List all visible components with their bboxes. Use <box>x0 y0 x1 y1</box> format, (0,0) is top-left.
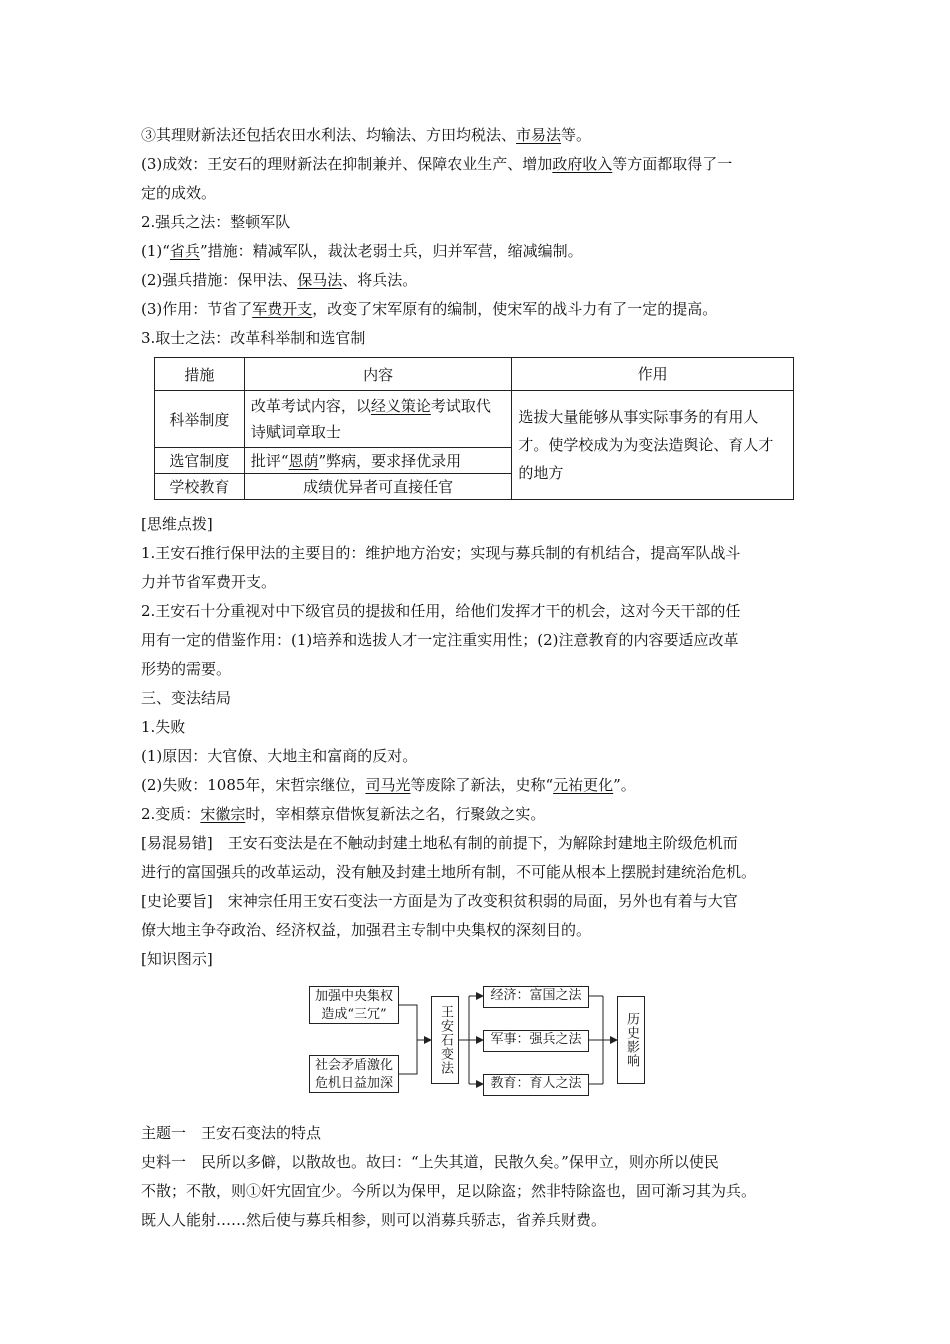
reform-table <box>154 357 794 500</box>
diagram-connectors <box>141 980 821 1105</box>
underlined-term: 政府收入 <box>552 155 613 173</box>
result-box: 历史影响 <box>617 996 645 1084</box>
content-cell: 改革考试内容，以经义策论考试取代诗赋词章取士 <box>244 391 512 448</box>
underlined-term: 市易法 <box>516 126 562 144</box>
underlined-term: 元祐更化 <box>553 776 614 794</box>
text-line: 不散；不散，则①奸宄固宜少。今所以为保甲，足以除盗；然非特除盗也，固可渐习其为兵。 <box>141 1182 757 1200</box>
text-line: 进行的富国强兵的改革运动，没有触及封建土地所有制，不可能从根本上摆脱封建统治危机。 <box>141 863 757 881</box>
table-row <box>155 391 794 448</box>
text-line: 2.强兵之法：整顿军队 <box>141 213 291 231</box>
text-line: [易混易错] 王安石变法是在不触动封建土地私有制的前提下，为解除封建地主阶级危机而 <box>141 834 738 852</box>
text-line: ③其理财新法还包括农田水利法、均输法、方田均税法、市易法等。 <box>141 126 592 144</box>
text-line: [史论要旨] 宋神宗任用王安石变法一方面是为了改变积贫积弱的局面，另外也有着与大官 <box>141 892 738 910</box>
underlined-term: 省兵 <box>169 242 200 260</box>
branch-box: 教育：育人之法 <box>483 1074 589 1096</box>
text-line: 三、变法结局 <box>141 689 232 707</box>
branch-box: 军事：强兵之法 <box>483 1030 589 1052</box>
text-line: (1)“省兵”措施：精减军队，裁汰老弱士兵，归并军营，缩减编制。 <box>141 242 583 260</box>
text-line: 力并节省军费开支。 <box>141 573 277 591</box>
table-header: 措施 <box>155 358 245 391</box>
measure-cell: 科举制度 <box>155 391 245 448</box>
text-line: 3.取士之法：改革科举制和选官制 <box>141 329 366 347</box>
text-block-bottom <box>141 1119 821 1235</box>
text-line: 2.变质：宋徽宗时，宰相蔡京借恢复新法之名，行聚敛之实。 <box>141 805 546 823</box>
table-header-row <box>155 358 794 391</box>
text-line: 定的成效。 <box>141 184 217 202</box>
text-block-middle <box>141 510 821 974</box>
knowledge-diagram <box>141 980 821 1105</box>
text-line: (3)作用：节省了军费开支，改变了宋军原有的编制，使宋军的战斗力有了一定的提高。 <box>141 300 718 318</box>
text-line: 形势的需要。 <box>141 660 232 678</box>
underlined-term: 军费开支 <box>252 300 313 318</box>
text-line: [思维点拨] <box>141 515 213 533</box>
cause-box: 加强中央集权造成“三冗” <box>309 986 399 1024</box>
text-line: [知识图示] <box>141 950 213 968</box>
text-line: 僚大地主争夺政治、经济权益，加强君主专制中央集权的深刻目的。 <box>141 921 592 939</box>
text-block-top <box>141 121 821 353</box>
underlined-term: 保马法 <box>297 271 343 289</box>
table-header: 作用 <box>512 358 794 391</box>
measure-cell: 学校教育 <box>155 474 245 500</box>
effect-cell: 选拔大量能够从事实际事务的有用人才。使学校成为为变法造舆论、育人才的地方 <box>512 391 794 500</box>
text-line: 史料一 民所以多僻，以散故也。故曰：“上失其道，民散久矣。”保甲立，则亦所以使民 <box>141 1153 719 1171</box>
center-box: 王安石变法 <box>431 996 459 1084</box>
content-cell: 批评“恩荫”弊病，要求择优录用 <box>244 448 512 474</box>
text-line: 既人人能射……然后使与募兵相参，则可以消募兵骄志，省养兵财费。 <box>141 1211 607 1229</box>
text-line: (3)成效：王安石的理财新法在抑制兼并、保障农业生产、增加政府收入等方面都取得了一 <box>141 155 733 173</box>
content-cell: 成绩优异者可直接任官 <box>244 474 512 500</box>
text-line: 1.失败 <box>141 718 186 736</box>
text-line: 用有一定的借鉴作用：(1)培养和选拔人才一定注重实用性；(2)注意教育的内容要适应改革 <box>141 631 739 649</box>
underlined-term: 宋徽宗 <box>200 805 246 823</box>
measure-cell: 选官制度 <box>155 448 245 474</box>
text-line: 主题一 王安石变法的特点 <box>141 1124 322 1142</box>
text-line: (2)强兵措施：保甲法、保马法、将兵法。 <box>141 271 418 289</box>
document-page <box>141 121 821 1235</box>
text-line: (2)失败：1085年，宋哲宗继位，司马光等废除了新法，史称“元祐更化”。 <box>141 776 636 794</box>
branch-box: 经济：富国之法 <box>483 986 589 1008</box>
text-line: (1)原因：大官僚、大地主和富商的反对。 <box>141 747 418 765</box>
text-line: 2.王安石十分重视对中下级官员的提拔和任用，给他们发挥才干的机会，这对今天干部的任 <box>141 602 741 620</box>
text-line: 1.王安石推行保甲法的主要目的：维护地方治安；实现与募兵制的有机结合，提高军队战斗 <box>141 544 741 562</box>
table-header: 内容 <box>244 358 512 391</box>
cause-box: 社会矛盾激化危机日益加深 <box>309 1055 399 1093</box>
underlined-term: 司马光 <box>365 776 411 794</box>
